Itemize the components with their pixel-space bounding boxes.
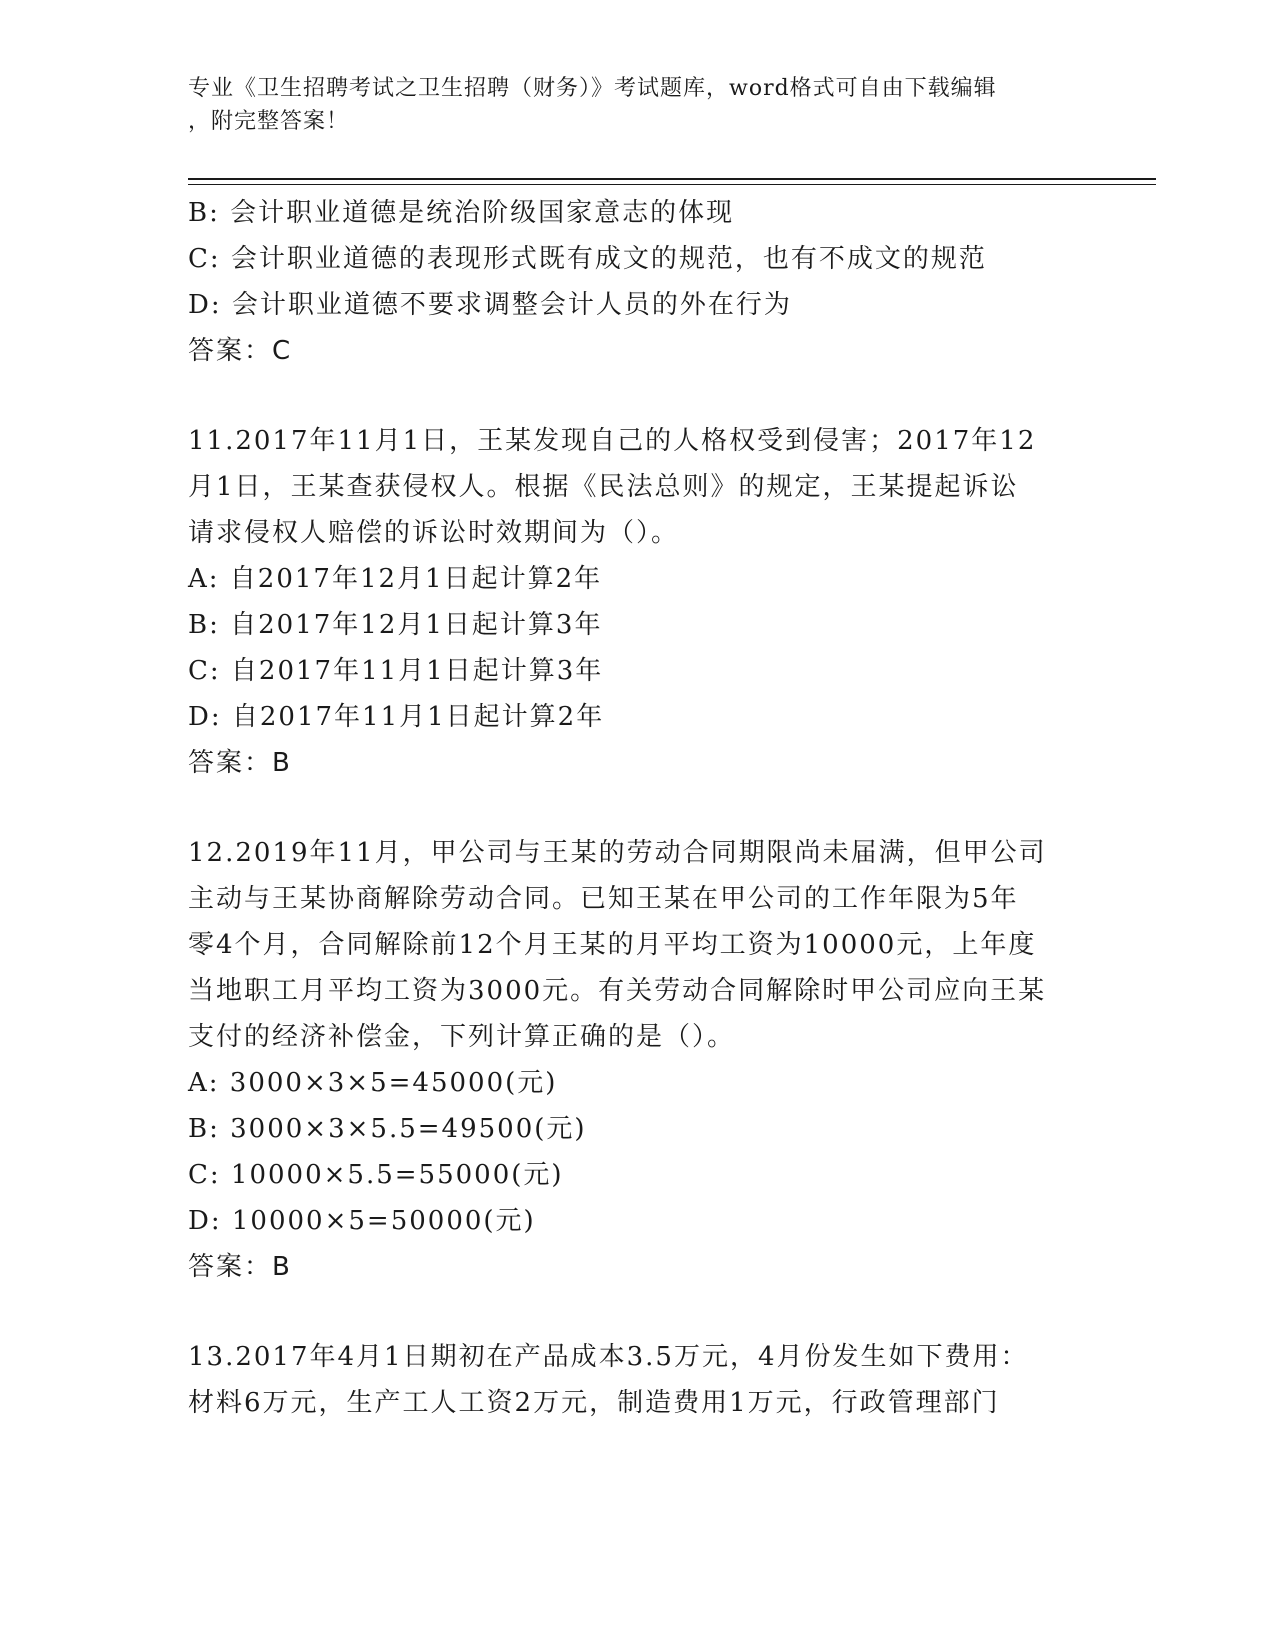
question-12 bbox=[188, 830, 1088, 1290]
question-10 bbox=[188, 190, 1088, 374]
document-header bbox=[188, 72, 1068, 138]
q12-stem-line-4: 当地职工月平均工资为3000元。有关劳动合同解除时甲公司应向王某 bbox=[188, 976, 1047, 1006]
q11-option-d: D: 自2017年11月1日起计算2年 bbox=[188, 702, 605, 732]
q10-option-b: B: 会计职业道德是统治阶级国家意志的体现 bbox=[188, 198, 735, 228]
q11-stem-line-1: 11.2017年11月1日，王某发现自己的人格权受到侵害；2017年12 bbox=[188, 426, 1037, 456]
question-11 bbox=[188, 418, 1088, 786]
document-body bbox=[188, 190, 1088, 1426]
q12-stem-line-2: 主动与王某协商解除劳动合同。已知王某在甲公司的工作年限为5年 bbox=[188, 884, 1019, 914]
header-divider-thin bbox=[188, 184, 1156, 185]
q11-option-c: C: 自2017年11月1日起计算3年 bbox=[188, 656, 604, 686]
header-line-2: ，附完整答案！ bbox=[188, 109, 350, 134]
q11-answer: 答案：B bbox=[188, 748, 292, 778]
q12-stem-line-1: 12.2019年11月，甲公司与王某的劳动合同期限尚未届满，但甲公司 bbox=[188, 838, 1047, 868]
q10-option-d: D: 会计职业道德不要求调整会计人员的外在行为 bbox=[188, 290, 792, 320]
question-13 bbox=[188, 1334, 1088, 1426]
header-line-1: 专业《卫生招聘考试之卫生招聘（财务）》考试题库，word格式可自由下载编辑 bbox=[188, 76, 997, 101]
q12-option-c: C: 10000×5.5=55000(元) bbox=[188, 1160, 564, 1190]
spacer bbox=[188, 374, 1088, 418]
q12-stem-line-5: 支付的经济补偿金，下列计算正确的是（）。 bbox=[188, 1022, 736, 1052]
q12-option-b: B: 3000×3×5.5=49500(元) bbox=[188, 1114, 587, 1144]
q13-stem-line-2: 材料6万元，生产工人工资2万元，制造费用1万元，行政管理部门 bbox=[188, 1388, 1000, 1418]
spacer bbox=[188, 1290, 1088, 1334]
q13-stem-line-1: 13.2017年4月1日期初在产品成本3.5万元，4月份发生如下费用： bbox=[188, 1342, 1029, 1372]
spacer bbox=[188, 786, 1088, 830]
q11-stem-line-3: 请求侵权人赔偿的诉讼时效期间为（）。 bbox=[188, 518, 680, 548]
header-divider-thick bbox=[188, 178, 1156, 180]
q11-option-b: B: 自2017年12月1日起计算3年 bbox=[188, 610, 603, 640]
q11-option-a: A: 自2017年12月1日起计算2年 bbox=[188, 564, 603, 594]
q10-answer: 答案：C bbox=[188, 336, 293, 366]
q12-option-a: A: 3000×3×5=45000(元) bbox=[188, 1068, 558, 1098]
q12-stem-line-3: 零4个月，合同解除前12个月王某的月平均工资为10000元，上年度 bbox=[188, 930, 1037, 960]
q12-option-d: D: 10000×5=50000(元) bbox=[188, 1206, 536, 1236]
q11-stem-line-2: 月1日，王某查获侵权人。根据《民法总则》的规定，王某提起诉讼 bbox=[188, 472, 1019, 502]
q12-answer: 答案：B bbox=[188, 1252, 292, 1282]
q10-option-c: C: 会计职业道德的表现形式既有成文的规范，也有不成文的规范 bbox=[188, 244, 987, 274]
